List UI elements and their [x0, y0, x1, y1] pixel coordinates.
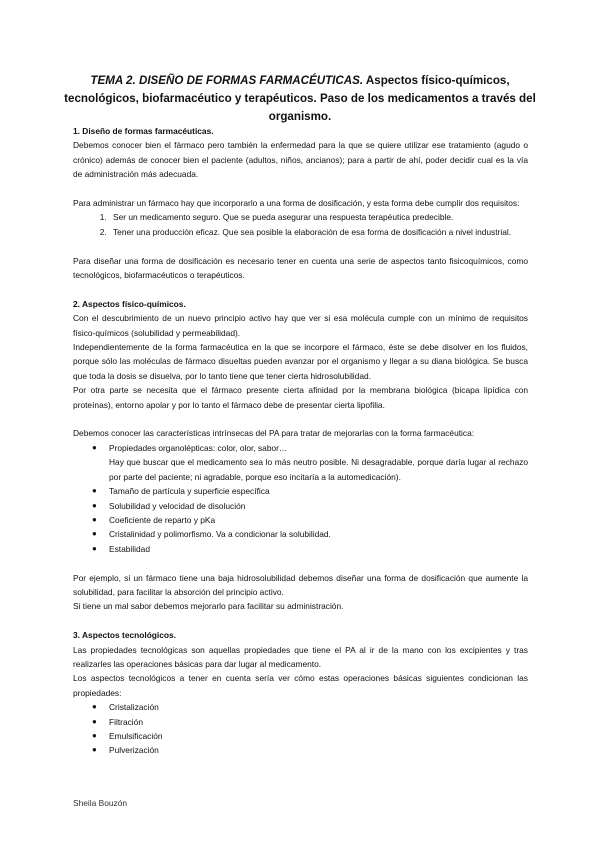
- section-2-paragraph-2: Independientemente de la forma farmacéutica en la que se incorpore el fármaco, éste se debe disolver en los fluidos, porque sólo las moléculas de fármaco disueltas pueden avanzar por el organismo y llegar a su diana biológica. Se busca que toda la dosis se disuelva, por lo tanto tiene que tener cierta hidrosolubilidad.: [73, 342, 528, 381]
- section-2-paragraph-1: Con el descubrimiento de un nuevo principio activo hay que ver si esa molécula cumple con un mínimo de requisitos físico-químicos (solubilidad y permeabilidad).: [73, 313, 528, 338]
- bullet-icon: ●: [92, 702, 97, 712]
- bullet-icon: ●: [92, 529, 97, 539]
- list-item: ● Propiedades organolépticas: color, olor, sabor… Hay que buscar que el medicamento sea lo más neutro posible. Ni desagradable, porque daría lugar al rechazo por parte del paciente; ni agradable, porque eso incitaría a la automedicación).: [92, 442, 528, 482]
- list-item: ● Tamaño de partícula y superficie específica: [109, 484, 528, 498]
- bullet-icon: ●: [92, 514, 97, 524]
- bullet-note: Hay que buscar que el medicamento sea lo más neutro posible. Ni desagradable, porque daría lugar al rechazo por parte del paciente; ni agradable, porque eso incitaría a la automedicación).: [109, 457, 528, 482]
- list-item: ● Cristalización: [109, 700, 528, 714]
- section-2-paragraph-6: Si tiene un mal sabor debemos mejorarlo para facilitar su administración.: [73, 601, 344, 612]
- section-2-paragraph-5: Por ejemplo, si un fármaco tiene una baja hidrosolubilidad debemos diseñar una forma de dosificación que aumente la solubilidad, para facilitar la absorción del principio activo.: [73, 572, 528, 597]
- bullet-icon: ●: [92, 500, 97, 510]
- bullet-icon: ●: [92, 716, 97, 726]
- section-2-paragraph-3: Por otra parte se necesita que el fármaco presente cierta afinidad por la membrana biológica (bicapa lipídica con proteínas), entorno apolar y por lo tanto el fármaco debe de presentar cierta lipofilia.: [73, 385, 528, 410]
- section-3-paragraph-1: Las propiedades tecnológicas son aquellas propiedades que tiene el PA al ir de la mano con los excipientes y tras realizarles las operaciones básicas para dar lugar al medicamento.: [73, 644, 528, 669]
- list-item: ● Solubilidad y velocidad de disolución: [109, 499, 528, 513]
- section-3-heading: 3. Aspectos tecnológicos.: [73, 630, 177, 641]
- requirement-item: 1. Ser un medicamento seguro. Que se pueda asegurar una respuesta terapéutica predecible.: [109, 210, 528, 224]
- document-title: [60, 72, 540, 126]
- title-rest: Aspectos físico-químicos, tecnológicos, biofarmacéutico y terapéuticos. Paso de los medicamentos a través del organismo.: [64, 74, 536, 123]
- section-1-heading: 1. Diseño de formas farmacéuticas.: [73, 126, 214, 136]
- section-1-paragraph-3: Para diseñar una forma de dosificación es necesario tener en cuenta una serie de aspectos tanto fisicoquímicos, como tecnológicos, biofarmacéuticos o terapéuticos.: [73, 255, 528, 281]
- section-2-heading: 2. Aspectos físico-químicos.: [73, 298, 186, 309]
- bullet-icon: ●: [92, 745, 97, 755]
- section-1-paragraph-2: Para administrar un fármaco hay que incorporarlo a una forma de dosificación, y esta forma debe cumplir dos requisitos:: [73, 198, 520, 209]
- list-item: ● Coeficiente de reparto y pKa: [109, 513, 528, 527]
- title-italic: TEMA 2. DISEÑO DE FORMAS FARMACÉUTICAS.: [90, 74, 364, 87]
- section-2-paragraph-4: Debemos conocer las características intrínsecas del PA para tratar de mejorarlas con la forma farmacéutica:: [73, 428, 475, 439]
- list-item: ● Pulverización: [109, 743, 528, 757]
- footer-author: Sheila Bouzón: [73, 798, 128, 808]
- section-1-paragraph-1: Debemos conocer bien el fármaco pero también la enfermedad para la que se quiere utilizar ese tratamiento (agudo o crónico) además de conocer bien el paciente (adultos, niños, ancianos); para a partir de ahí, poder decidir cual es la vía de administración más adecuada.: [73, 140, 528, 180]
- section-3-paragraph-2: Los aspectos tecnológicos a tener en cuenta sería ver cómo estas operaciones básicas siguientes condicionan las propiedades:: [73, 673, 528, 698]
- operations-list: [73, 700, 528, 758]
- bullet-icon: ●: [92, 486, 97, 496]
- document-body: [73, 124, 528, 758]
- list-item: ● Filtración: [109, 715, 528, 729]
- requirements-list: [73, 210, 528, 239]
- bullet-icon: ●: [92, 730, 97, 740]
- list-item: ● Cristalinidad y polimorfismo. Va a condicionar la solubilidad.: [109, 527, 528, 541]
- requirement-item: 2. Tener una producción eficaz. Que sea posible la elaboración de esa forma de dosificación a nivel industrial.: [109, 225, 528, 239]
- properties-list: [73, 441, 528, 556]
- bullet-icon: ●: [92, 442, 97, 452]
- list-item: ● Estabilidad: [109, 542, 528, 556]
- list-item: ● Emulsificación: [109, 729, 528, 743]
- bullet-icon: ●: [92, 543, 97, 553]
